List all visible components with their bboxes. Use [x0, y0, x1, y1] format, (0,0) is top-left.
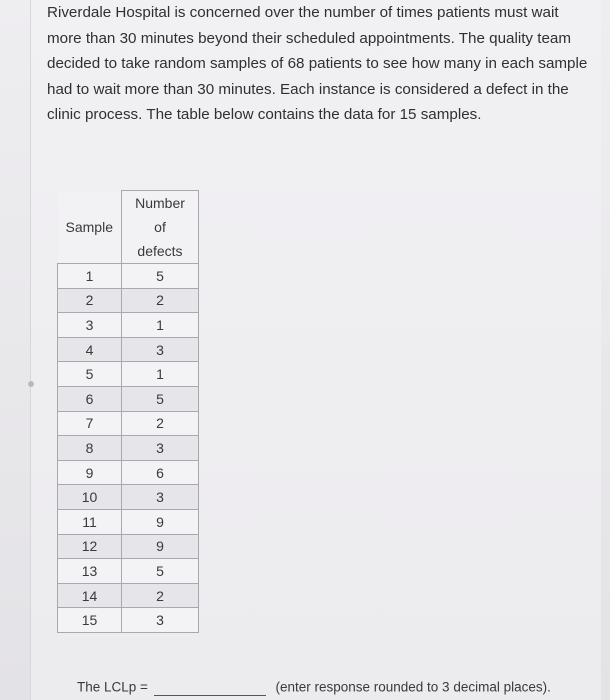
sample-cell: 9 — [58, 460, 122, 485]
scroll-indicator — [28, 381, 34, 387]
defects-cell: 3 — [122, 436, 199, 461]
defects-column-header — [122, 191, 199, 264]
defects-header-line3: defects — [137, 243, 183, 259]
defects-cell: 2 — [122, 411, 199, 436]
table-row — [58, 583, 199, 608]
table-row — [58, 386, 199, 411]
defects-cell: 5 — [122, 386, 199, 411]
defects-cell: 3 — [122, 337, 199, 362]
defects-cell: 1 — [122, 313, 199, 338]
defects-cell: 5 — [122, 264, 199, 289]
table-header-row — [58, 191, 199, 264]
defects-cell: 2 — [122, 288, 199, 313]
defects-cell: 9 — [122, 509, 199, 534]
defects-cell: 3 — [122, 608, 199, 633]
sample-cell: 11 — [58, 509, 122, 534]
table-body — [58, 264, 199, 633]
sample-cell: 2 — [58, 288, 122, 313]
lclp-answer-input[interactable] — [154, 679, 266, 696]
table-row — [58, 313, 199, 338]
sample-cell: 1 — [58, 264, 122, 289]
sample-cell: 3 — [58, 313, 122, 338]
table-row — [58, 264, 199, 289]
sample-cell: 13 — [58, 559, 122, 584]
table-row — [58, 288, 199, 313]
sample-cell: 10 — [58, 485, 122, 510]
sample-cell: 5 — [58, 362, 122, 387]
answer-row — [77, 679, 551, 696]
table-row — [58, 509, 199, 534]
lclp-label: The LCLp = — [77, 679, 148, 695]
sample-cell: 12 — [58, 534, 122, 559]
table-row — [58, 608, 199, 633]
defects-cell: 2 — [122, 583, 199, 608]
table-row — [58, 362, 199, 387]
sample-cell: 4 — [58, 337, 122, 362]
sample-cell: 8 — [58, 436, 122, 461]
defects-cell: 3 — [122, 485, 199, 510]
sample-cell: 14 — [58, 583, 122, 608]
defects-header-line1: Number — [135, 195, 185, 211]
defects-cell: 9 — [122, 534, 199, 559]
table-row — [58, 337, 199, 362]
sample-cell: 15 — [58, 608, 122, 633]
sample-cell: 7 — [58, 411, 122, 436]
defects-cell: 6 — [122, 460, 199, 485]
sample-cell: 6 — [58, 386, 122, 411]
defects-cell: 5 — [122, 559, 199, 584]
table-row — [58, 436, 199, 461]
problem-statement: Riverdale Hospital is concerned over the number of times patients must wait more than 30 minutes beyond their scheduled appointments. The quality team decided to take random samples of 68 patients to see how many in each sample had to wait more than 30 minutes. Each instance is considered a defect in the clinic process. The table below contains the data for 15 samples. — [47, 4, 588, 123]
table-row — [58, 460, 199, 485]
rounding-hint: (enter response rounded to 3 decimal places). — [275, 679, 551, 695]
defects-data-table — [57, 190, 199, 633]
defects-cell: 1 — [122, 362, 199, 387]
defects-header-line2: of — [154, 219, 166, 235]
table-row — [58, 534, 199, 559]
table-row — [58, 485, 199, 510]
table-row — [58, 559, 199, 584]
sample-column-header: Sample — [58, 191, 122, 264]
table-row — [58, 411, 199, 436]
